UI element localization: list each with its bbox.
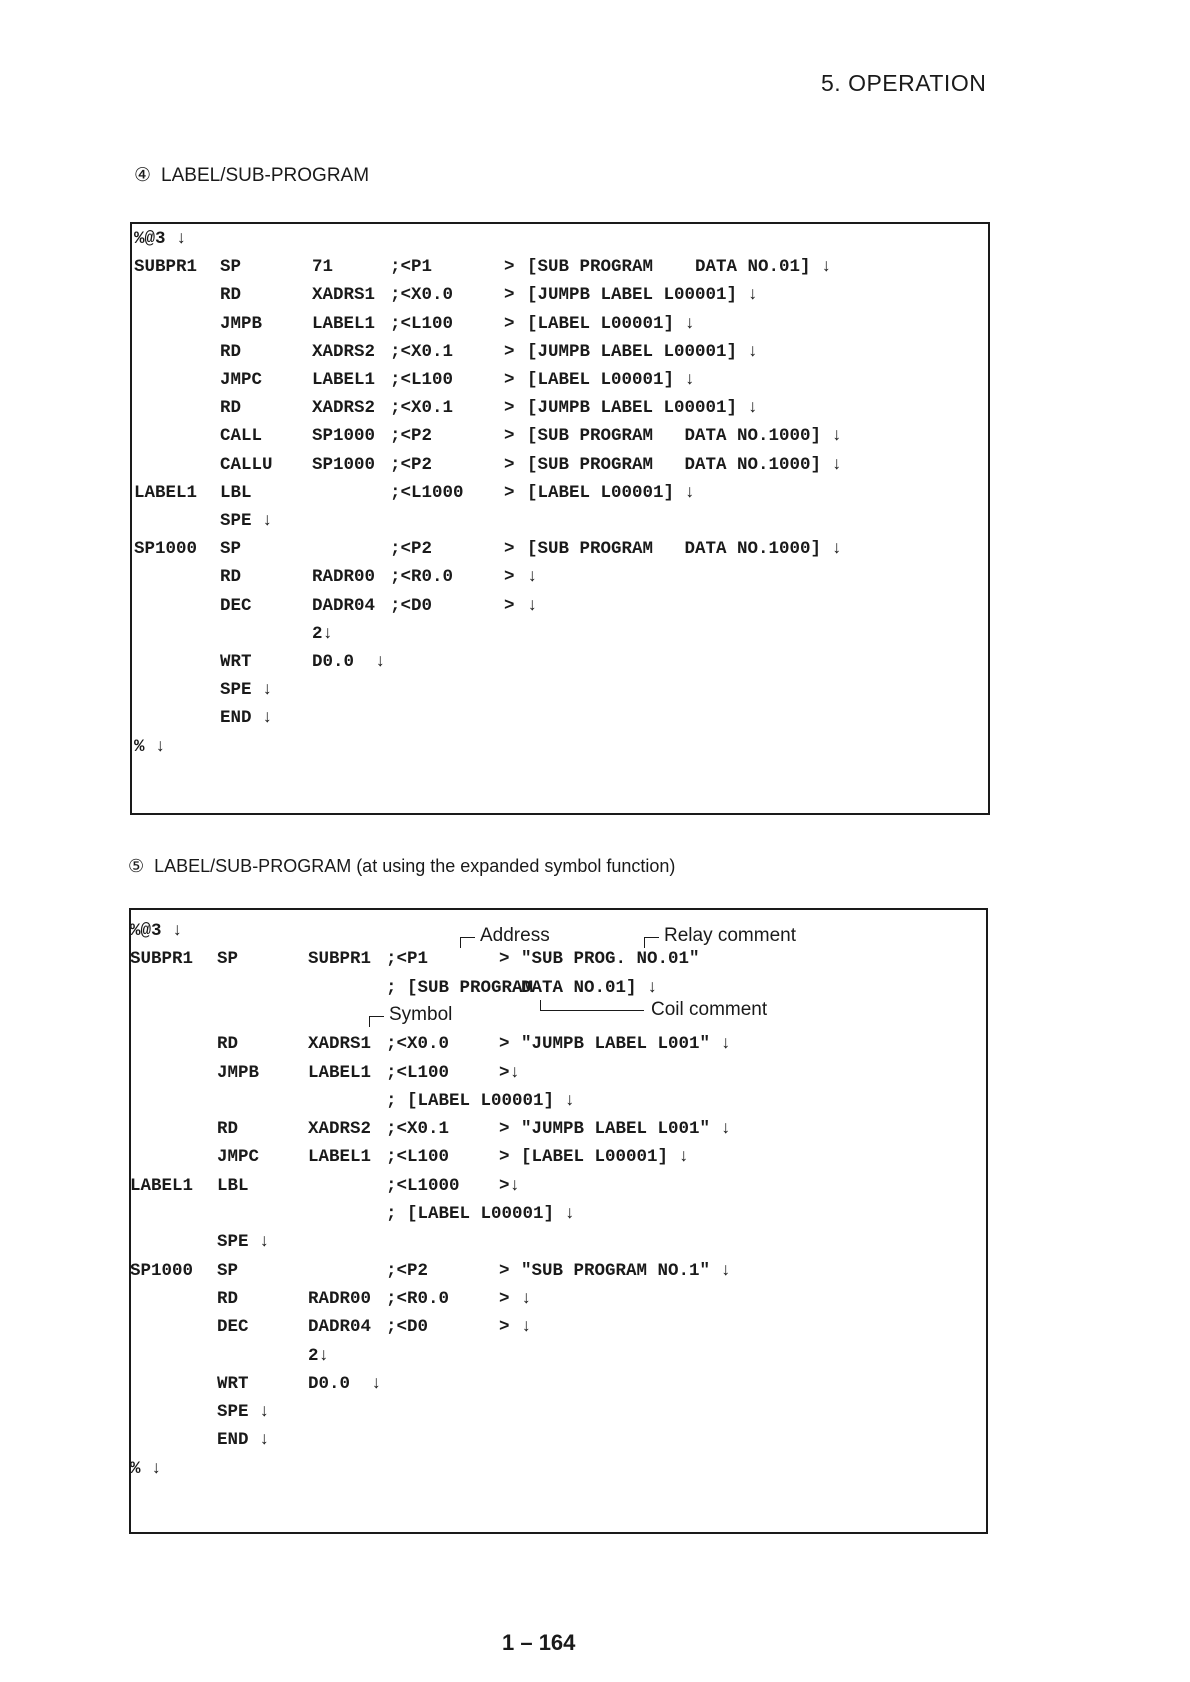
code-line (132, 252, 988, 282)
separator-field: > (504, 285, 515, 306)
code-line (131, 1397, 986, 1427)
label-field: SP1000 (134, 539, 198, 560)
instruction-field: WRT (220, 652, 252, 672)
code-line (132, 619, 988, 649)
operand-field: LABEL1 (312, 313, 376, 334)
comment-field: ;<X0.0 (390, 285, 454, 306)
text-field: "JUMPB LABEL L001" ↓ (521, 1119, 732, 1140)
comment-field: ;<L100 (390, 313, 454, 334)
separator-field: > (504, 454, 515, 475)
code-line (132, 280, 988, 310)
text-field: [SUB PROGRAM DATA NO.1000] ↓ (527, 539, 843, 560)
operand-field: 2↓ (312, 623, 334, 644)
code-line (131, 1227, 986, 1257)
symbol-annotation: Symbol (389, 1004, 453, 1025)
text-field: "SUB PROG. NO.01" (521, 949, 700, 970)
comment-field: ;<P2 (386, 1260, 429, 1281)
instruction-field: SPE ↓ (220, 511, 273, 531)
code-line (131, 1284, 986, 1314)
operand-field: SP1000 (312, 454, 376, 475)
code-line (131, 1171, 986, 1201)
code-line (131, 1312, 986, 1342)
code-line (132, 337, 988, 367)
instruction-field: SPE ↓ (217, 1402, 270, 1423)
operand-field: RADR00 (312, 567, 376, 588)
separator-field: > (504, 370, 515, 390)
code-line (132, 647, 988, 677)
comment-field: ; [LABEL L00001] ↓ (386, 1090, 576, 1111)
instruction-field: JMPC (220, 370, 263, 390)
instruction-field: END ↓ (220, 708, 273, 729)
comment-field: ;<L100 (390, 370, 454, 390)
operand-field: D0.0 ↓ (312, 652, 386, 672)
comment-field: ;<L100 (386, 1062, 450, 1083)
comment-field: ;<X0.1 (390, 341, 454, 362)
section-4-marker: ④ (134, 165, 152, 186)
section-5-marker: ⑤ (128, 856, 145, 876)
separator-field: > (504, 257, 515, 278)
instruction-field: SPE ↓ (220, 680, 273, 701)
separator-field: > (504, 341, 515, 362)
comment-field: ;<L1000 (386, 1175, 460, 1196)
comment-field: ;<D0 (386, 1317, 429, 1338)
section-4-title (134, 164, 369, 187)
code-line (131, 1199, 986, 1229)
instruction-field: RD (217, 1034, 239, 1055)
operand-field: LABEL1 (308, 1062, 372, 1083)
code-line (132, 534, 988, 564)
text-field: [JUMPB LABEL L00001] ↓ (527, 398, 759, 419)
instruction-field: DEC (217, 1317, 249, 1338)
code-line (132, 732, 988, 762)
page-header: 5. OPERATION (821, 70, 987, 96)
comment-field: ;<R0.0 (386, 1288, 450, 1309)
code-line (131, 1369, 986, 1399)
text-field: [LABEL L00001] ↓ (521, 1147, 690, 1168)
coil-comment-annotation: Coil comment (651, 999, 768, 1020)
label-field: SUBPR1 (134, 257, 198, 278)
label-field: % ↓ (130, 1458, 162, 1479)
operand-field: XADRS2 (308, 1119, 372, 1140)
operand-field: RADR00 (308, 1288, 372, 1309)
relay-comment-annotation: Relay comment (664, 925, 796, 946)
comment-field: ; [SUB PROGRAM (386, 977, 534, 998)
operand-field: XADRS1 (312, 285, 376, 306)
operand-field: DADR04 (308, 1317, 372, 1338)
instruction-field: RD (217, 1119, 239, 1140)
label-field: SUBPR1 (130, 949, 194, 970)
comment-field: ;<L100 (386, 1147, 450, 1168)
code-line (131, 1425, 986, 1455)
instruction-field: JMPB (217, 1062, 260, 1083)
instruction-field: RD (220, 398, 242, 419)
text-field: [LABEL L00001] ↓ (527, 370, 696, 390)
instruction-field: SP (217, 1260, 239, 1281)
text-field: "SUB PROGRAM NO.1" ↓ (521, 1260, 732, 1281)
code-line (131, 1341, 986, 1371)
operand-field: 71 (312, 257, 334, 278)
text-field: [JUMPB LABEL L00001] ↓ (527, 285, 759, 306)
comment-field: ; [LABEL L00001] ↓ (386, 1204, 576, 1224)
operand-field: XADRS2 (312, 398, 376, 419)
comment-field: ;<P1 (386, 949, 429, 970)
instruction-field: SP (220, 539, 242, 560)
text-field: [SUB PROGRAM DATA NO.1000] ↓ (527, 426, 843, 447)
program-listing-2 (129, 908, 988, 1534)
comment-field: ;<L1000 (390, 482, 464, 503)
comment-field: ;<X0.0 (386, 1034, 450, 1055)
operand-field: DADR04 (312, 595, 376, 616)
instruction-field: RD (217, 1288, 239, 1309)
operand-field: 2↓ (308, 1345, 330, 1366)
separator-field: > (504, 595, 515, 616)
separator-field: > (499, 1034, 510, 1055)
text-field: ↓ (521, 1317, 532, 1338)
code-line (131, 1142, 986, 1172)
label-field: LABEL1 (130, 1175, 194, 1196)
code-line (131, 1001, 986, 1031)
separator-field: > (504, 426, 515, 447)
program-listing-1 (130, 222, 990, 815)
comment-field: ;<R0.0 (390, 567, 454, 588)
separator-field: > (504, 539, 515, 560)
separator-field: > (499, 1260, 510, 1281)
instruction-field: WRT (217, 1373, 249, 1394)
text-field: [LABEL L00001] ↓ (527, 482, 696, 503)
code-line (132, 562, 988, 592)
code-line (132, 703, 988, 733)
comment-field: ;<P2 (390, 539, 433, 560)
code-line (131, 916, 986, 946)
operand-field: LABEL1 (312, 370, 376, 390)
label-field: %@3 ↓ (130, 921, 183, 941)
text-field: ↓ (521, 1288, 532, 1309)
instruction-field: JMPB (220, 313, 263, 334)
code-line (132, 450, 988, 480)
code-line (132, 393, 988, 423)
label-field: LABEL1 (134, 482, 198, 503)
operand-field: SP1000 (312, 426, 376, 447)
instruction-field: RD (220, 285, 242, 306)
separator-field: > (504, 398, 515, 419)
code-line (131, 1454, 986, 1484)
code-line (131, 1256, 986, 1286)
code-line (132, 591, 988, 621)
instruction-field: SP (220, 257, 242, 278)
instruction-field: SPE ↓ (217, 1232, 270, 1253)
operand-field: XADRS1 (308, 1034, 372, 1055)
operand-field: SUBPR1 (308, 949, 372, 970)
text-field: [SUB PROGRAM DATA NO.01] ↓ (527, 257, 832, 278)
instruction-field: CALLU (220, 454, 273, 475)
operand-field: XADRS2 (312, 341, 376, 362)
code-line (132, 309, 988, 339)
code-line (131, 1086, 986, 1116)
comment-field: ;<P2 (390, 454, 433, 475)
comment-field: ;<P2 (390, 426, 433, 447)
text-field: ↓ (527, 595, 538, 616)
section-5-title (128, 856, 675, 877)
code-line (131, 944, 986, 974)
comment-field: ;<P1 (390, 257, 433, 278)
code-line (132, 478, 988, 508)
label-field: SP1000 (130, 1260, 194, 1281)
instruction-field: RD (220, 341, 242, 362)
code-line (131, 1114, 986, 1144)
code-line (132, 365, 988, 395)
separator-field: > (504, 313, 515, 334)
instruction-field: LBL (217, 1175, 249, 1196)
code-line (131, 1058, 986, 1088)
label-field: %@3 ↓ (134, 229, 187, 249)
instruction-field: CALL (220, 426, 263, 447)
instruction-field: RD (220, 567, 242, 588)
instruction-field: LBL (220, 482, 252, 503)
operand-field: D0.0 ↓ (308, 1373, 382, 1394)
comment-field: ;<X0.1 (390, 398, 454, 419)
page-number: 1 – 164 (502, 1630, 576, 1655)
text-field: [JUMPB LABEL L00001] ↓ (527, 341, 759, 362)
separator-field: > (499, 949, 510, 970)
separator-field: > (504, 567, 515, 588)
separator-field: > (499, 1147, 510, 1168)
text-field: [LABEL L00001] ↓ (527, 313, 696, 334)
operand-field: LABEL1 (308, 1147, 372, 1168)
code-line (131, 973, 986, 1003)
code-line (132, 675, 988, 705)
comment-field: ;<D0 (390, 595, 433, 616)
section-4-title-text: LABEL/SUB-PROGRAM (161, 165, 370, 186)
section-5-title-text: LABEL/SUB-PROGRAM (at using the expanded symbol function) (154, 856, 676, 876)
label-field: % ↓ (134, 736, 166, 757)
separator-field: >↓ (499, 1175, 521, 1196)
code-line (131, 1029, 986, 1059)
text-field: "JUMPB LABEL L001" ↓ (521, 1034, 732, 1055)
comment-field: ;<X0.1 (386, 1119, 450, 1140)
separator-field: >↓ (499, 1062, 521, 1083)
text-field: DATA NO.01] ↓ (521, 977, 658, 998)
separator-field: > (499, 1317, 510, 1338)
separator-field: > (504, 482, 515, 503)
address-annotation: Address (480, 925, 550, 946)
instruction-field: JMPC (217, 1147, 260, 1168)
separator-field: > (499, 1288, 510, 1309)
instruction-field: END ↓ (217, 1430, 270, 1451)
code-line (132, 421, 988, 451)
text-field: [SUB PROGRAM DATA NO.1000] ↓ (527, 454, 843, 475)
code-line (132, 506, 988, 536)
code-line (132, 224, 988, 254)
instruction-field: SP (217, 949, 239, 970)
text-field: ↓ (527, 567, 538, 588)
instruction-field: DEC (220, 595, 252, 616)
separator-field: > (499, 1119, 510, 1140)
